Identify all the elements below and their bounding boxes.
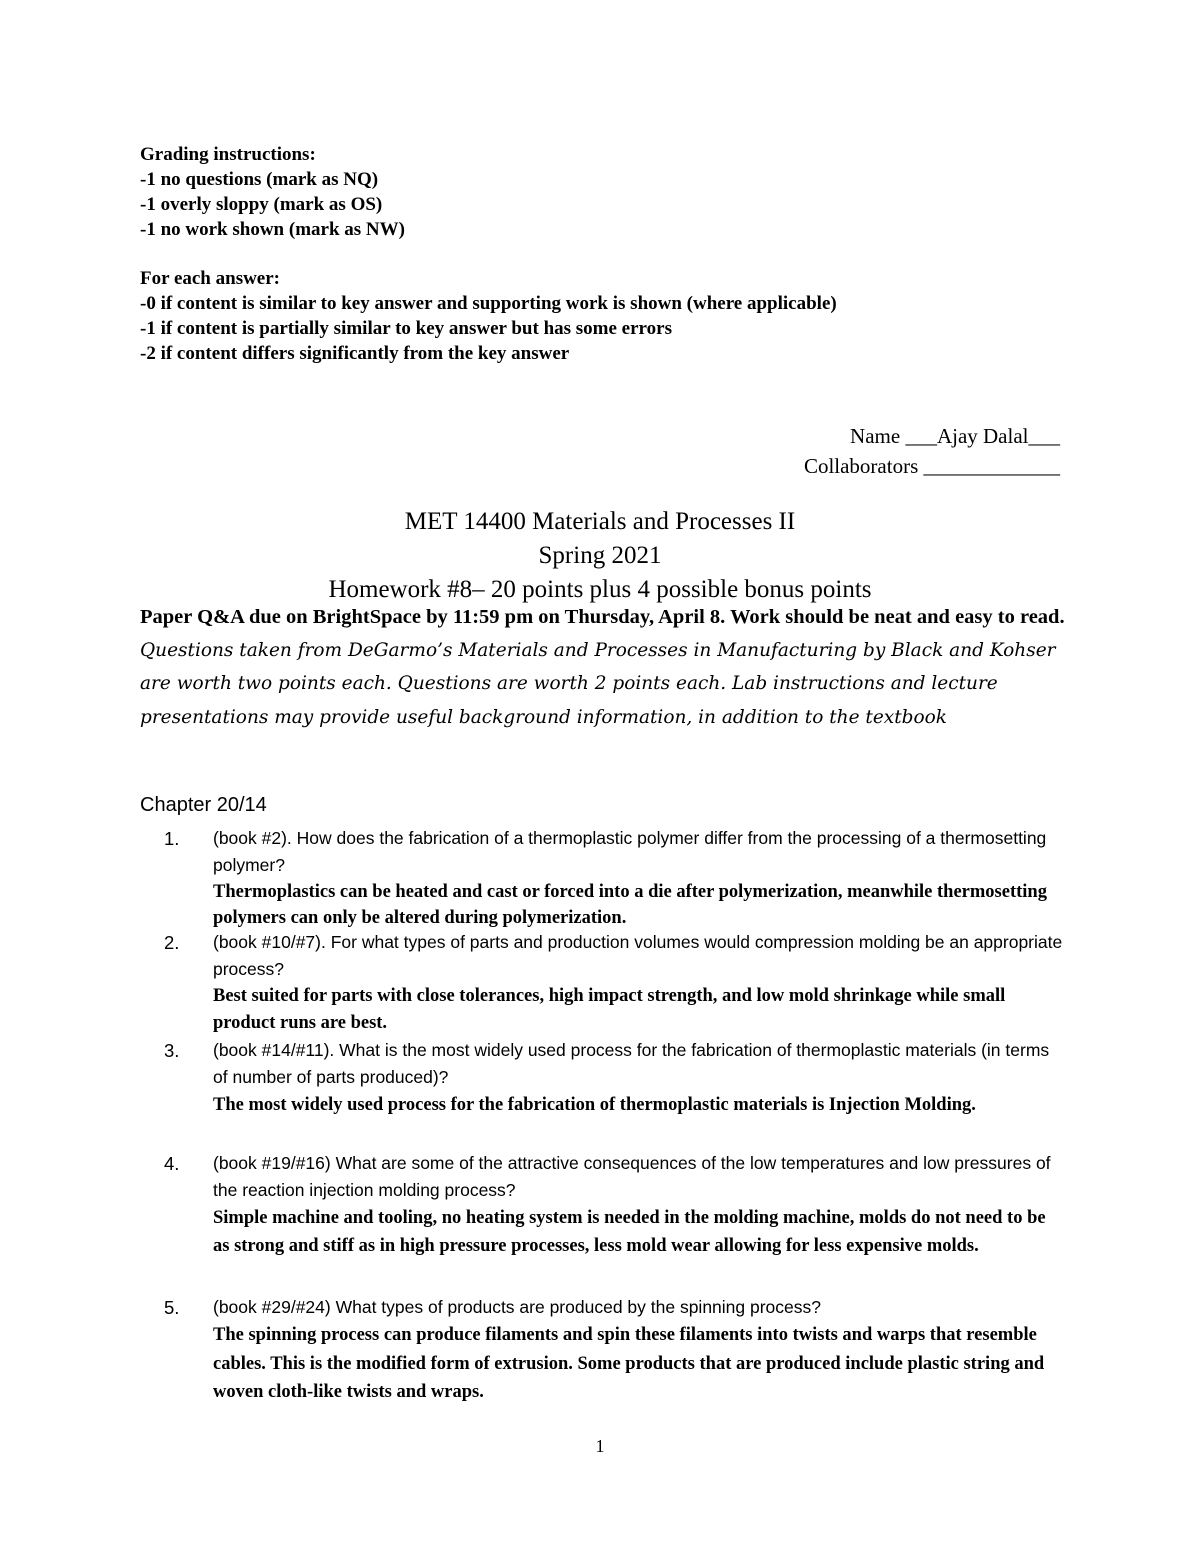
answer-text: The spinning process can produce filaments and spin these filaments into twists and warps that resemble cables. This is the modified form of extrusion. Some products that are produced include plastic string and woven cloth-like twists and wraps. [213, 1325, 1045, 1402]
answer-grading-line: -2 if content differs significantly from the key answer [140, 343, 570, 364]
answer-grading-line: -1 if content is partially similar to key answer but has some errors [140, 318, 672, 339]
question-number: 5. [164, 1297, 180, 1318]
collaborators-line: Collaborators _____________ [803, 454, 1060, 478]
student-info [804, 421, 1060, 481]
due-date-text: Paper Q&A due on BrightSpace by 11:59 pm on Thursday, April 8. Work should be neat and easy to read. [140, 606, 1065, 628]
question-text: (book #10/#7). For what types of parts and production volumes would compression molding be an appropriate process? [213, 932, 1063, 979]
question-text: (book #2). How does the fabrication of a thermoplastic polymer differ from the processing of a thermosetting polymer? [213, 828, 1047, 875]
question-item [164, 1294, 1064, 1407]
grading-line: -1 no work shown (mark as NW) [140, 219, 405, 240]
question-item [164, 1150, 1064, 1294]
question-text: (book #14/#11). What is the most widely used process for the fabrication of thermoplastic materials (in terms of number of parts produced)? [213, 1040, 1050, 1087]
name-line: Name ___Ajay Dalal___ [850, 424, 1060, 448]
question-number: 3. [164, 1040, 180, 1061]
question-text: (book #19/#16) What are some of the attractive consequences of the low temperatures and low pressures of the reaction injection molding process? [213, 1153, 1051, 1200]
answer-grading-line: -0 if content is similar to key answer and supporting work is shown (where applicable) [140, 293, 837, 314]
grading-line: -1 no questions (mark as NQ) [140, 169, 379, 190]
document-title [140, 505, 1060, 607]
question-item [164, 825, 1064, 929]
grading-line: -1 overly sloppy (mark as OS) [140, 194, 383, 215]
answer-text: Simple machine and tooling, no heating system is needed in the molding machine, molds do not need to be as strong and stiff as in high pressure processes, less mold wear allowing for less expensive molds. [213, 1208, 1046, 1256]
question-item [164, 1037, 1064, 1150]
question-number: 2. [164, 932, 180, 953]
instructions-text: Questions taken from DeGarmo’s Materials and Processes in Manufacturing by Black and Kohser are worth two points each. Questions are worth 2 points each. Lab instructions and lecture presentations may provide useful background information, in addition to the textbook [140, 639, 1056, 728]
grading-heading: Grading instructions: [140, 144, 316, 165]
assignment-title: Homework #8– 20 points plus 4 possible bonus points [328, 576, 872, 603]
question-list [164, 825, 1064, 1407]
answer-text: Best suited for parts with close tolerances, high impact strength, and low mold shrinkage while small product runs are best. [213, 986, 1006, 1033]
assignment-instructions [140, 601, 1065, 734]
chapter-heading: Chapter 20/14 [140, 794, 267, 816]
page-number: 1 [595, 1436, 605, 1456]
course-title: MET 14400 Materials and Processes II [404, 508, 796, 535]
question-item [164, 929, 1064, 1037]
question-text: (book #29/#24) What types of products are produced by the spinning process? [213, 1297, 822, 1317]
answer-text: Thermoplastics can be heated and cast or forced into a die after polymerization, meanwhile thermosetting polymers can only be altered during polymerization. [213, 882, 1047, 928]
answer-grading-heading: For each answer: [140, 268, 281, 289]
term: Spring 2021 [538, 542, 662, 569]
grading-instructions [140, 142, 837, 366]
answer-text: The most widely used process for the fabrication of thermoplastic materials is Injection Molding. [213, 1095, 976, 1115]
question-number: 1. [164, 828, 180, 849]
question-number: 4. [164, 1153, 180, 1174]
